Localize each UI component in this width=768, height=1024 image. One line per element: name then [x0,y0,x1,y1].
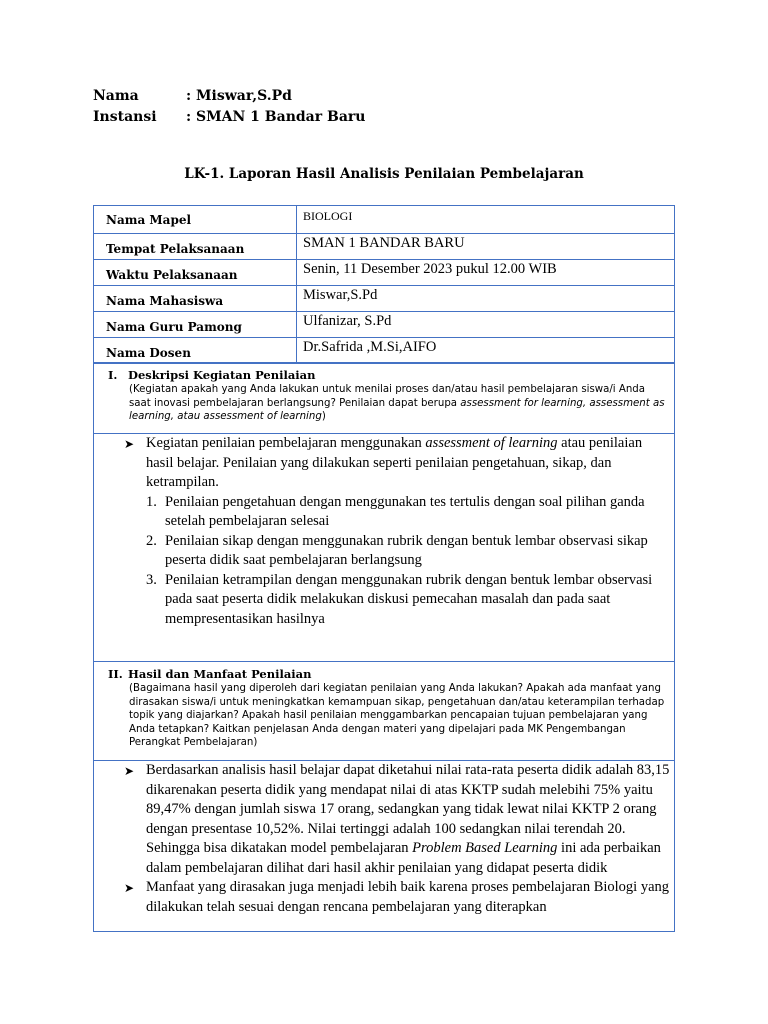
section-heading [108,368,668,383]
bullet-item [124,434,670,493]
section-header [94,662,674,760]
info-key: Waktu Pelaksanaan [94,260,297,286]
bullet-item [124,761,670,878]
nama-value: : Miswar,S.Pd [186,88,292,104]
bullet-text [146,761,670,878]
info-row [94,286,675,312]
bullet-text [146,434,670,493]
info-row [94,234,675,260]
item-text: Penilaian sikap dengan menggunakan rubrik dengan bentuk lembar observasi sikap peserta didik saat pembelajaran berlangsung [165,532,648,568]
bullet-item [124,878,670,917]
section-instructions: (Bagaimana hasil yang diperoleh dari kegiatan penilaian yang Anda lakukan? Apakah ada manfaat yang dirasakan siswa/i untuk meningkatkan kemampuan sikap, pengetahuan dan/atau keterampilan terhadap topik yang diajarkan? Apakah hasil penilaian menggambarkan pencapaian tujuan pembelajaran yang Anda tetapkan? Kaitkan penjelasan Anda dengan materi yang dipelajari pada MK Pengembangan Perangkat Pembelajaran) [129,683,665,748]
instansi-label: Instansi [93,109,157,125]
info-value: BIOLOGI [297,206,675,234]
info-key: Nama Dosen [94,338,297,364]
arrow-bullet-icon: ➤ [124,881,135,895]
info-row [94,312,675,338]
instansi-row [93,107,365,128]
bullet-text-italic: assessment of learning [425,435,558,451]
info-row [94,338,675,364]
info-key: Nama Guru Pamong [94,312,297,338]
info-key: Nama Mapel [94,206,297,234]
instructions-close: ) [321,411,326,422]
item-number: 3. [146,571,157,588]
item-number: 1. [146,493,157,510]
bullet-text-a: Kegiatan penilaian pembelajaran menggunakan [146,435,426,451]
section-heading [108,667,668,682]
bullet-text-italic: Problem Based Learning [412,840,558,856]
info-table [93,205,675,364]
info-value: Miswar,S.Pd [297,286,675,312]
section-header [94,363,674,433]
document-title: LK-1. Laporan Hasil Analisis Penilaian Pembelajaran [184,166,584,182]
nama-row [93,86,365,107]
info-value: Dr.Safrida ,M.Si,AIFO [297,338,675,364]
item-text: Penilaian ketrampilan dengan menggunakan rubrik dengan bentuk lembar observasi pada saat peserta didik melakukan diskusi pemecahan masalah dan pada saat mempresentasikan hasilnya [165,571,653,627]
info-row [94,206,675,234]
section-number: I. [108,368,118,382]
identity-header [93,86,365,128]
numbered-item [124,493,670,532]
section-content [94,760,674,932]
section-number: II. [108,667,123,681]
instructions-text: (Kegiatan apakah yang Anda lakukan untuk menilai proses dan/atau hasil pembelajaran siswa/i Anda saat inovasi pembelajaran berlangsung? Penilaian dapat berupa [129,384,645,409]
section-content [94,433,674,662]
info-value: Senin, 11 Desember 2023 pukul 12.00 WIB [297,260,675,286]
numbered-item [124,571,670,630]
info-key: Tempat Pelaksanaan [94,234,297,260]
info-value: Ulfanizar, S.Pd [297,312,675,338]
section-instructions [108,383,668,424]
arrow-bullet-icon: ➤ [124,764,135,778]
bullet-text-c: ini ada perbaikan dalam pembelajaran dilihat dari hasil akhir penilaian yang didapat peserta didik [146,840,661,876]
item-text: Penilaian pengetahuan dengan menggunakan tes tertulis dengan soal pilihan ganda setelah pembelajaran selesai [165,493,645,529]
info-row [94,260,675,286]
nama-label: Nama [93,88,139,104]
info-value: SMAN 1 BANDAR BARU [297,234,675,260]
section-title: Deskripsi Kegiatan Penilaian [128,368,316,382]
bullet-text-c: atau penilaian hasil belajar. Penilaian yang dilakukan seperti penilaian pengetahuan, sikap, dan ketrampilan. [146,435,643,490]
instansi-value: : SMAN 1 Bandar Baru [186,109,366,125]
info-key: Nama Mahasiswa [94,286,297,312]
section-deskripsi [93,362,675,662]
bullet-text: Manfaat yang dirasakan juga menjadi lebih baik karena proses pembelajaran Biologi yang dilakukan telah sesuai dengan rencana pembelajaran yang diterapkan [146,879,670,915]
item-number: 2. [146,532,157,549]
instructions-italic: assessment for learning, assessment as learning, atau assessment of learning [129,397,665,422]
section-title: Hasil dan Manfaat Penilaian [128,667,312,681]
arrow-bullet-icon: ➤ [124,437,135,451]
bullet-text-a: Berdasarkan analisis hasil belajar dapat diketahui nilai rata-rata peserta didik adalah 83,15 dikarenakan peserta didik yang mendapat nilai di atas KKTP sudah melebihi 75% yaitu 89,47% dengan jumlah siswa 17 orang, sedangkan yang tidak lewat nilai KKTP 2 orang dengan presentase 10,52%. Nilai tertinggi adalah 100 sedangkan nilai terendah 20. Sehingga bisa dikatakan model pembelajaran [146,762,670,856]
numbered-item [124,532,670,571]
section-hasil [93,661,675,932]
